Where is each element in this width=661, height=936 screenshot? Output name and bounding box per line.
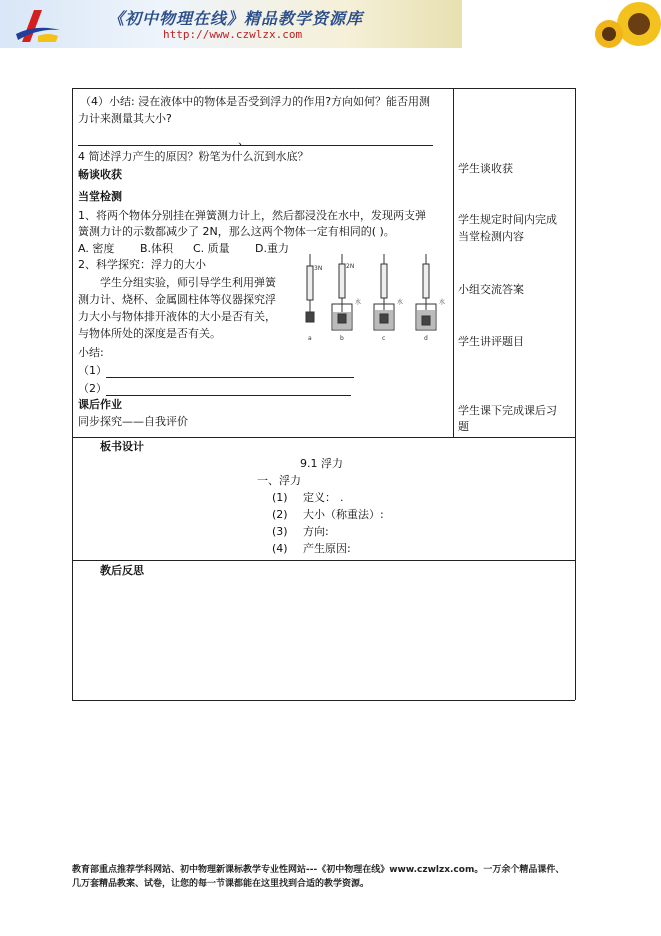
test1-line2: 簧测力计的示数都减少了 2N，那么这两个物体一定有相同的( )。 — [78, 225, 395, 238]
q4-reason-question: 4 简述浮力产生的原因？粉笔为什么沉到水底？ — [78, 150, 309, 163]
test1-option-a: A. 密度 — [78, 242, 115, 255]
section-test-heading: 当堂检测 — [78, 190, 122, 203]
figure-label-water-c: 水 — [397, 299, 404, 306]
activity-harvest: 学生谈收获 — [458, 162, 513, 175]
figure-label-water-d: 水 — [439, 299, 446, 306]
figure-label-water-b: 水 — [355, 299, 362, 306]
figure-label-a: a — [308, 335, 312, 342]
summary-answer-line-1[interactable] — [106, 377, 354, 378]
activity-homework-line1: 学生课下完成课后习 — [458, 404, 557, 417]
test2-text-line3: 力大小与物体排开液体的大小是否有关， — [78, 310, 276, 323]
summary-item-1: （1） — [78, 364, 107, 377]
figure-label-c: c — [382, 335, 386, 342]
section-harvest-heading: 畅谈收获 — [78, 168, 122, 181]
test1-line1: 1、将两个物体分别挂在弹簧测力计上，然后都浸没在水中，发现两支弹 — [78, 209, 426, 222]
test2-text-line2: 测力计、烧杯、金属圆柱体等仪器探究浮 — [78, 293, 276, 306]
activity-test-line2: 当堂检测内容 — [458, 230, 524, 243]
site-logo-icon — [8, 6, 64, 46]
section-homework-heading: 课后作业 — [78, 398, 122, 411]
figure-label-2n: 2N — [346, 263, 355, 270]
board-item-num-3: (3) — [272, 525, 288, 538]
activity-explain: 学生讲评题目 — [458, 335, 524, 348]
board-item-text-1: 定义： — [303, 491, 336, 504]
board-design-heading: 板书设计 — [100, 440, 144, 453]
footer-line1: 教育部重点推荐学科网站、初中物理新课标教学专业性网站---《初中物理在线》www.czwlzx.com。一万余个精品课件、 — [72, 865, 565, 875]
test2-title: 2、科学探究：浮力的大小 — [78, 258, 206, 271]
board-item-text-2: 大小（称重法）: — [303, 508, 384, 521]
figure-label-3n: 3N — [314, 265, 323, 272]
reflection-heading: 教后反思 — [100, 564, 144, 577]
activity-test-line1: 学生规定时间内完成 — [458, 213, 557, 226]
test2-text-line4: 与物体所处的深度是否有关。 — [78, 327, 221, 340]
summary-answer-line-2[interactable] — [106, 395, 351, 396]
activity-exchange: 小组交流答案 — [458, 283, 524, 296]
board-dot: . — [340, 491, 344, 504]
answer-line[interactable] — [78, 145, 433, 146]
board-item-text-4: 产生原因: — [303, 542, 351, 555]
separator-comma: 、 — [238, 134, 249, 147]
buoyancy-experiment-figure — [300, 252, 450, 344]
figure-label-b: b — [340, 335, 344, 342]
board-item-num-1: (1) — [272, 491, 288, 504]
board-item-num-4: (4) — [272, 542, 288, 555]
homework-text: 同步探究——自我评价 — [78, 415, 188, 428]
test1-option-c: C. 质量 — [193, 242, 230, 255]
summary-label: 小结: — [78, 346, 104, 359]
board-item-num-2: (2) — [272, 508, 288, 521]
summary-item-2: （2） — [78, 382, 107, 395]
test1-option-d: D.重力 — [255, 242, 289, 255]
q4-summary-line1: （4）小结: 浸在液体中的物体是否受到浮力的作用?方向如何？能否用测 — [80, 95, 431, 108]
board-item-text-3: 方向: — [303, 525, 329, 538]
test1-option-b: B.体积 — [140, 242, 174, 255]
banner-title: 《初中物理在线》精品教学资源库 — [108, 9, 364, 28]
banner-url[interactable]: http://www.czwlzx.com — [163, 28, 303, 41]
board-subheading: 一、浮力 — [257, 474, 301, 487]
footer-line2: 几万套精品教案、试卷，让您的每一节课都能在这里找到合适的教学资源。 — [72, 879, 370, 889]
test2-text-line1: 学生分组实验，师引导学生利用弹簧 — [100, 276, 276, 289]
board-title: 9.1 浮力 — [300, 457, 343, 470]
q4-summary-line2: 力计来测量其大小? — [78, 112, 172, 125]
header-banner — [0, 0, 462, 48]
figure-label-d: d — [424, 335, 428, 342]
activity-homework-line2: 题 — [458, 420, 469, 433]
